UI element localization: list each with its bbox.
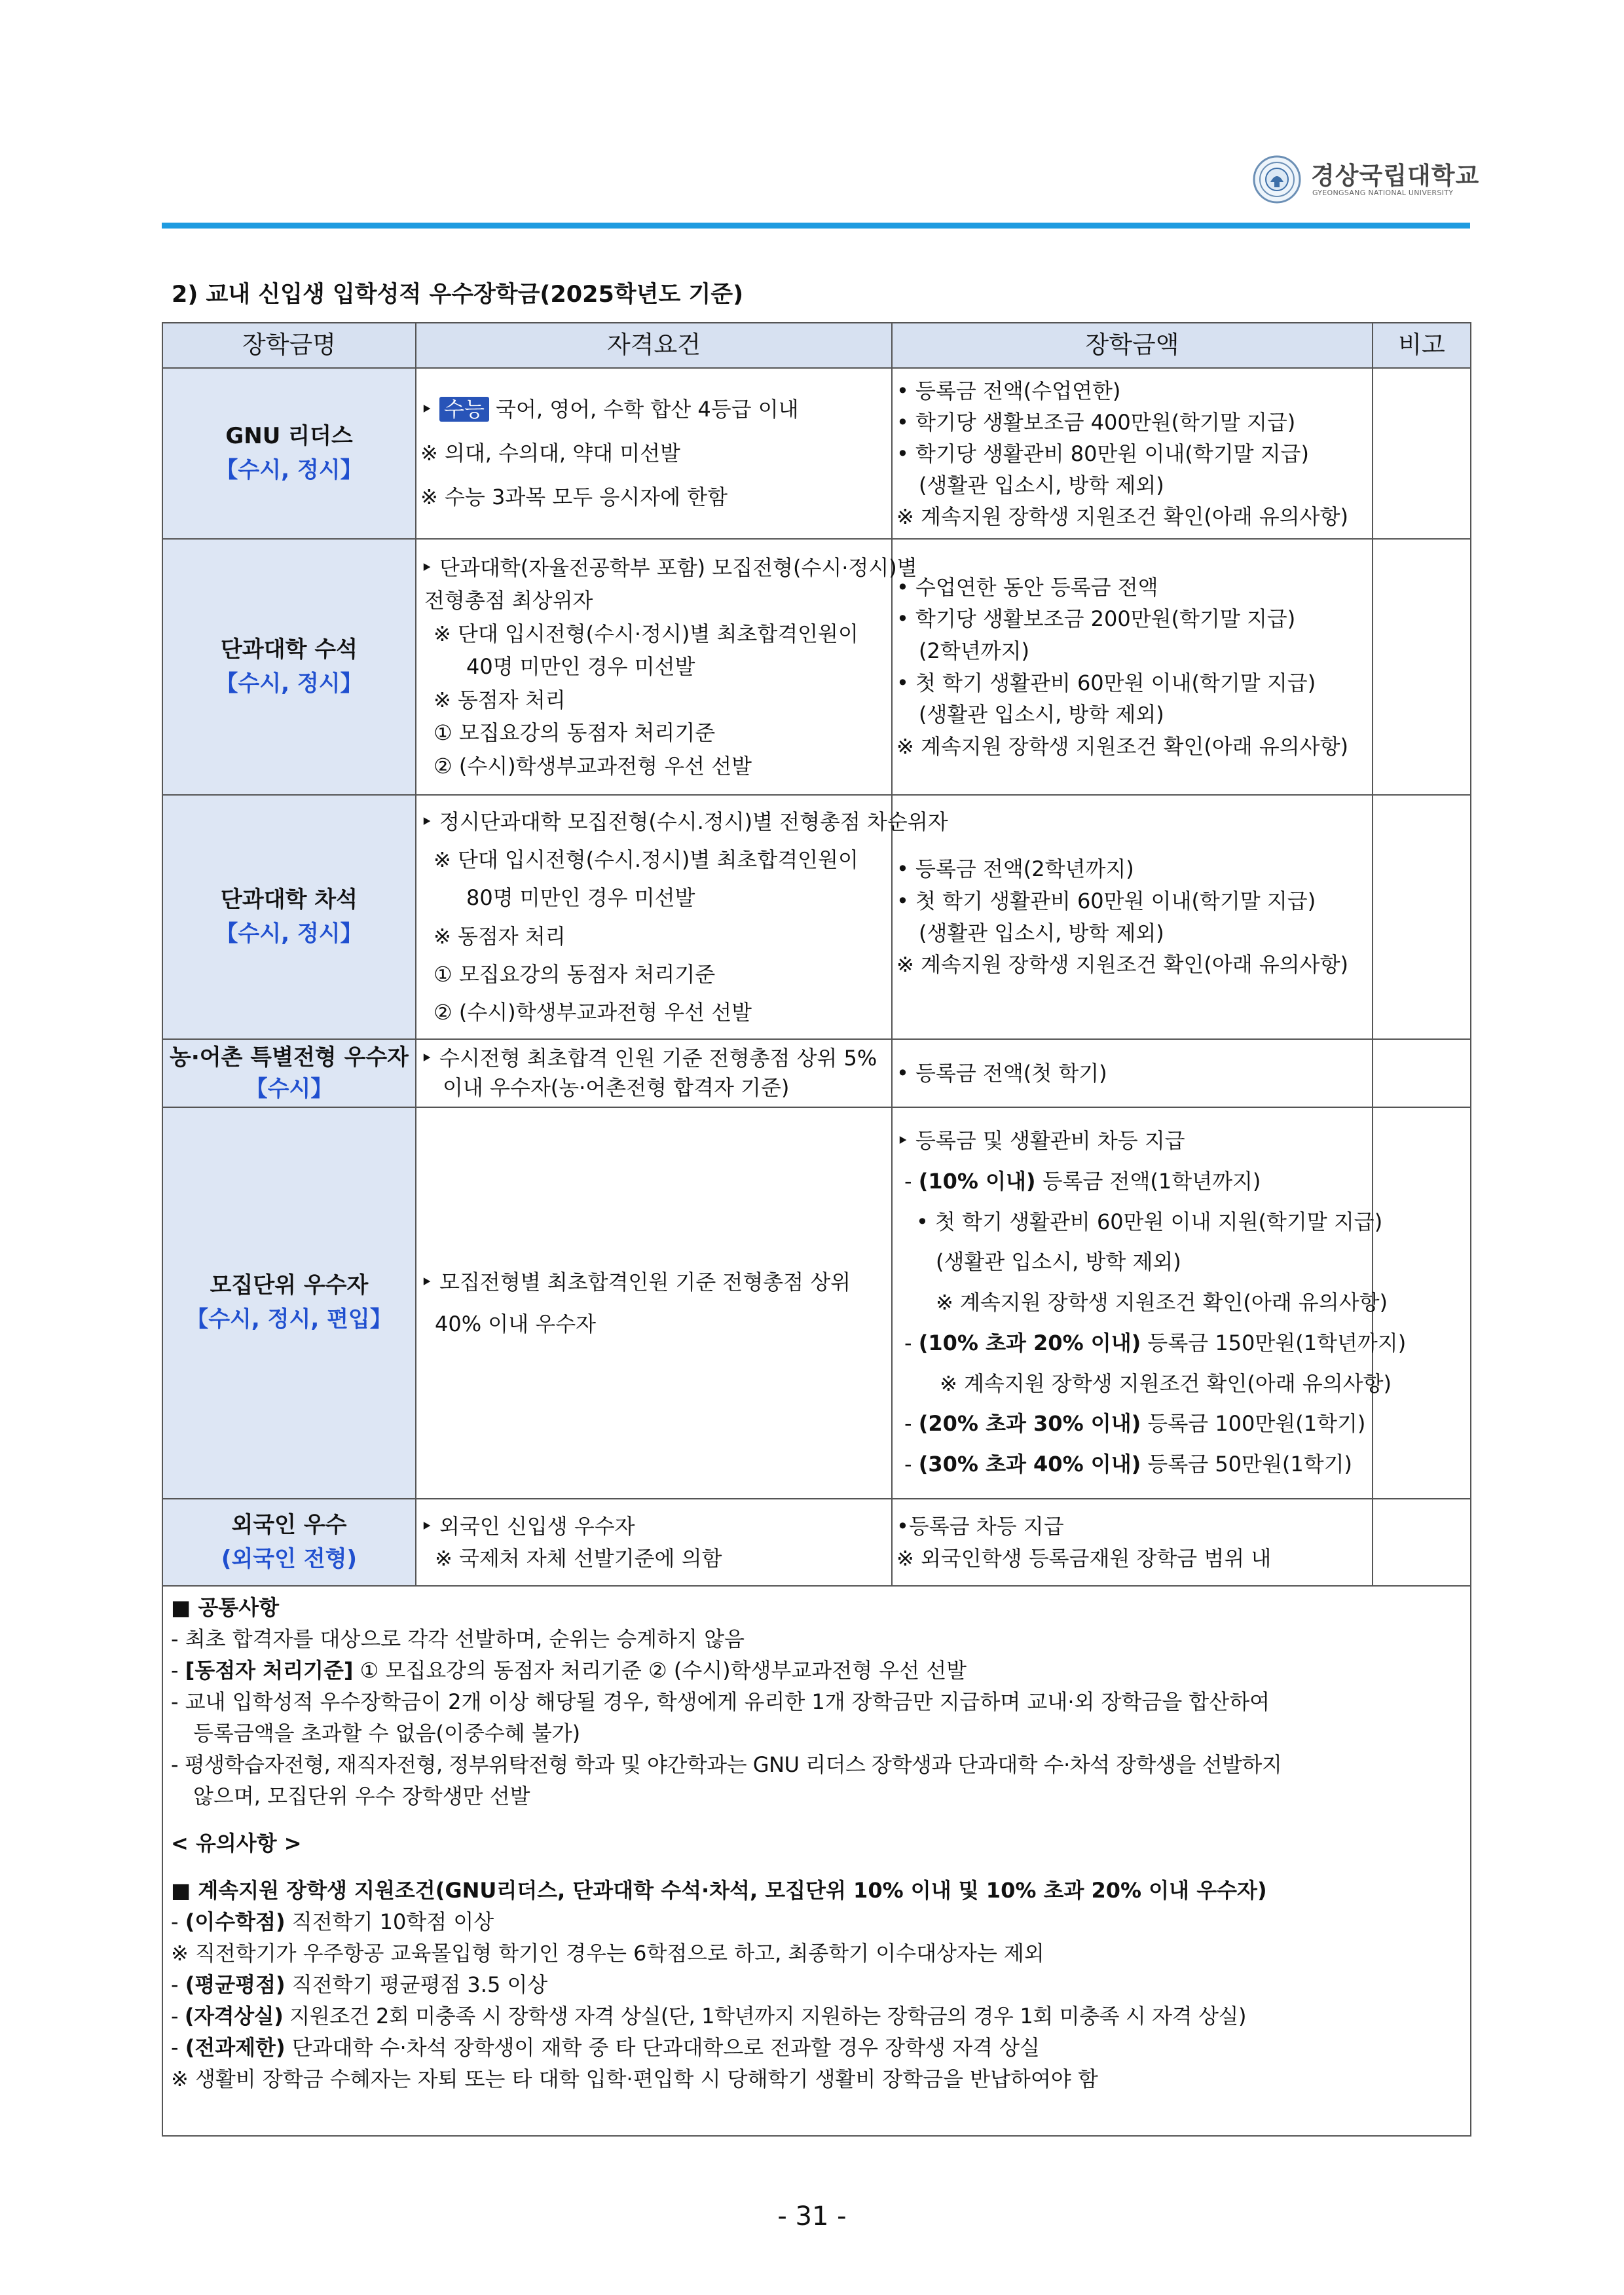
scholarship-name-cell bbox=[162, 539, 416, 795]
requirement-line: 전형총점 최상위자 bbox=[424, 588, 593, 614]
note-cell bbox=[1373, 368, 1471, 539]
notes-cell bbox=[162, 1586, 1471, 2136]
amount-tier: ※ 계속지원 장학생 지원조건 확인(아래 유의사항) bbox=[936, 1290, 1388, 1315]
amount-line: • 학기당 생활보조금 400만원(학기말 지급) bbox=[896, 409, 1296, 435]
requirement-line: 80명 미만인 경우 미선발 bbox=[466, 885, 695, 911]
requirements-cell bbox=[416, 368, 892, 539]
requirement-line: ※ 단대 입시전형(수시.정시)별 최초합격인원이 bbox=[434, 847, 858, 873]
amount-intro: ‣ 등록금 및 생활관비 차등 지급 bbox=[896, 1128, 1185, 1154]
note-cell bbox=[1373, 1499, 1471, 1586]
requirement-line: ‣ 모집전형별 최초합격인원 기준 전형총점 상위 bbox=[420, 1270, 851, 1294]
amount-line: • 첫 학기 생활관비 60만원 이내(학기말 지급) bbox=[896, 888, 1316, 913]
requirement-line: ※ 동점자 처리 bbox=[434, 923, 566, 949]
header-cell-note: 비고 bbox=[1373, 323, 1471, 368]
requirement-line: ※ 국제처 자체 선발기준에 의함 bbox=[435, 1545, 722, 1571]
amount-line: ※ 계속지원 장학생 지원조건 확인(아래 유의사항) bbox=[896, 952, 1348, 978]
scholarship-name: 외국인 우수 bbox=[231, 1511, 347, 1538]
table-row bbox=[162, 539, 1471, 795]
amount-line: • 첫 학기 생활관비 60만원 이내(학기말 지급) bbox=[896, 670, 1316, 695]
table-row bbox=[162, 1039, 1471, 1107]
requirement-line: ※ 수능 3과목 모두 응시자에 한함 bbox=[420, 485, 728, 510]
requirement-line: ‣ 단과대학(자율전공학부 포함) 모집전형(수시·정시)별 bbox=[420, 555, 917, 580]
requirement-line: ‣ 정시단과대학 모집전형(수시.정시)별 전형총점 차순위자 bbox=[420, 809, 948, 834]
amount-tier: - (10% 초과 20% 이내) 등록금 150만원(1학년까지) bbox=[904, 1330, 1407, 1355]
amount-line: • 학기당 생활관비 80만원 이내(학기말 지급) bbox=[896, 441, 1310, 466]
amount-cell bbox=[892, 1039, 1373, 1107]
scholarship-name: 농·어촌 특별전형 우수자 bbox=[169, 1044, 409, 1071]
requirement-line: ※ 동점자 처리 bbox=[434, 687, 566, 712]
admission-type: 【수시】 bbox=[245, 1076, 333, 1102]
requirement-line: ② (수시)학생부교과전형 우선 선발 bbox=[434, 999, 752, 1025]
continued-item: - (전과제한) 단과대학 수·차석 장학생이 재학 중 타 단과대학으로 전과할 경우 장학생 자격 상실 bbox=[171, 2035, 1040, 2060]
amount-line: (생활관 입소시, 방학 제외) bbox=[919, 472, 1164, 498]
scholarship-name-cell bbox=[162, 1107, 416, 1499]
table-row bbox=[162, 1499, 1471, 1586]
common-item: - [동점자 처리기준] ① 모집요강의 동점자 처리기준 ② (수시)학생부교과전형 우선 선발 bbox=[171, 1658, 967, 1683]
university-logo bbox=[1252, 152, 1481, 210]
table-row bbox=[162, 1107, 1471, 1499]
amount-line: • 등록금 전액(2학년까지) bbox=[896, 856, 1134, 882]
amount-line: • 수업연한 동안 등록금 전액 bbox=[896, 574, 1158, 600]
amount-cell bbox=[892, 1499, 1373, 1586]
amount-line: • 학기당 생활보조금 200만원(학기말 지급) bbox=[896, 606, 1296, 632]
scholarship-name: 단과대학 차석 bbox=[221, 886, 358, 913]
continued-item: ※ 직전학기가 우주항공 교육몰입형 학기인 경우는 6학점으로 하고, 최종학기 이수대상자는 제외 bbox=[171, 1941, 1044, 1966]
amount-line: ※ 계속지원 장학생 지원조건 확인(아래 유의사항) bbox=[896, 733, 1348, 759]
amount-line: • 등록금 전액(첫 학기) bbox=[896, 1060, 1107, 1086]
admission-type: 【수시, 정시】 bbox=[215, 920, 363, 947]
header-cell-requirements: 자격요건 bbox=[416, 323, 892, 368]
admission-type: 【수시, 정시】 bbox=[215, 456, 363, 483]
continued-item: - (이수학점) 직전학기 10학점 이상 bbox=[171, 1909, 494, 1934]
requirement-line: ※ 단대 입시전형(수시·정시)별 최초합격인원이 bbox=[434, 621, 858, 646]
table-header-row bbox=[162, 323, 1471, 368]
scholarship-name-cell bbox=[162, 1499, 416, 1586]
notes-row bbox=[162, 1586, 1471, 2136]
scholarship-name: GNU 리더스 bbox=[225, 422, 353, 449]
amount-cell bbox=[892, 1107, 1407, 1499]
scholarship-name: 모집단위 우수자 bbox=[210, 1272, 369, 1299]
requirement-line: ② (수시)학생부교과전형 우선 선발 bbox=[434, 753, 752, 779]
requirement-line: ① 모집요강의 동점자 처리기준 bbox=[434, 961, 716, 987]
amount-cell bbox=[892, 539, 1373, 795]
amount-line: ※ 외국인학생 등록금재원 장학금 범위 내 bbox=[896, 1545, 1272, 1571]
amount-cell bbox=[892, 368, 1373, 539]
requirement-line: 40명 미만인 경우 미선발 bbox=[466, 654, 695, 680]
scholarship-name: 단과대학 수석 bbox=[221, 636, 358, 663]
common-item: - 교내 입학성적 우수장학금이 2개 이상 해당될 경우, 학생에게 유리한 1개 장학금만 지급하며 교내·외 장학금을 합산하여 bbox=[171, 1689, 1270, 1714]
amount-line: •등록금 차등 지급 bbox=[896, 1513, 1064, 1539]
requirement-line: ‣ 외국인 신입생 우수자 bbox=[420, 1513, 635, 1539]
common-item: 등록금액을 초과할 수 없음(이중수혜 불가) bbox=[193, 1721, 581, 1746]
continued-support-title: ■ 계속지원 장학생 지원조건(GNU리더스, 단과대학 수석·차석, 모집단위 10% 이내 및 10% 초과 20% 이내 우수자) bbox=[171, 1878, 1267, 1903]
header-cell-name: 장학금명 bbox=[162, 323, 416, 368]
amount-line: ※ 계속지원 장학생 지원조건 확인(아래 유의사항) bbox=[896, 504, 1348, 529]
table-row bbox=[162, 368, 1471, 539]
admission-type: 【수시, 정시】 bbox=[215, 670, 363, 697]
university-name-ko: 경상국립대학교 bbox=[1311, 162, 1480, 190]
suneung-tag: 수능 bbox=[439, 397, 489, 422]
requirements-cell bbox=[416, 1499, 892, 1586]
table-row bbox=[162, 795, 1471, 1039]
note-cell bbox=[1373, 1039, 1471, 1107]
admission-type: (외국인 전형) bbox=[221, 1545, 358, 1572]
caution-title: < 유의사항 > bbox=[171, 1831, 302, 1856]
section-title: 2) 교내 신입생 입학성적 우수장학금(2025학년도 기준) bbox=[172, 282, 744, 308]
university-seal-icon bbox=[1252, 155, 1302, 204]
requirement-line: ※ 의대, 수의대, 약대 미선발 bbox=[420, 440, 680, 466]
requirements-cell bbox=[416, 1039, 892, 1107]
amount-tier: - (30% 초과 40% 이내) 등록금 50만원(1학기) bbox=[904, 1452, 1353, 1477]
admission-type: 【수시, 정시, 편입】 bbox=[186, 1306, 392, 1332]
requirement-line: 이내 우수자(농·어촌전형 합격자 기준) bbox=[443, 1075, 790, 1100]
amount-line: • 등록금 전액(수업연한) bbox=[896, 378, 1121, 403]
amount-line: (2학년까지) bbox=[919, 638, 1029, 663]
amount-tier: ※ 계속지원 장학생 지원조건 확인(아래 유의사항) bbox=[940, 1370, 1392, 1396]
continued-item: - (자격상실) 지원조건 2회 미충족 시 장학생 자격 상실(단, 1학년까지 지원하는 장학금의 경우 1회 미충족 시 자격 상실) bbox=[171, 2004, 1247, 2029]
scholarship-name-cell bbox=[162, 795, 416, 1039]
scholarship-table bbox=[162, 322, 1471, 2137]
amount-line: (생활관 입소시, 방학 제외) bbox=[919, 920, 1164, 946]
header-rule bbox=[162, 223, 1470, 229]
continued-item: - (평균평점) 직전학기 평균평점 3.5 이상 bbox=[171, 1972, 548, 1997]
requirement-line: ‣ 수시전형 최초합격 인원 기준 전형총점 상위 5% bbox=[420, 1045, 877, 1071]
requirements-cell bbox=[416, 1107, 892, 1499]
scholarship-name-cell bbox=[162, 368, 416, 539]
note-cell bbox=[1373, 539, 1471, 795]
requirements-cell bbox=[416, 795, 948, 1039]
common-item: - 최초 합격자를 대상으로 각각 선발하며, 순위는 승계하지 않음 bbox=[171, 1626, 745, 1651]
university-name-en: GYEONGSANG NATIONAL UNIVERSITY bbox=[1312, 189, 1454, 197]
amount-tier: (생활관 입소시, 방학 제외) bbox=[936, 1249, 1181, 1275]
common-title: ■ 공통사항 bbox=[171, 1595, 280, 1620]
amount-tier: - (20% 초과 30% 이내) 등록금 100만원(1학기) bbox=[904, 1411, 1366, 1437]
note-cell bbox=[1373, 795, 1471, 1039]
page-number: - 31 - bbox=[777, 2201, 847, 2231]
common-item: - 평생학습자전형, 재직자전형, 정부위탁전형 학과 및 야간학과는 GNU 리더스 장학생과 단과대학 수·차석 장학생을 선발하지 bbox=[171, 1752, 1282, 1777]
header-cell-amount: 장학금액 bbox=[892, 323, 1373, 368]
amount-line: (생활관 입소시, 방학 제외) bbox=[919, 702, 1164, 727]
common-item: 않으며, 모집단위 우수 장학생만 선발 bbox=[193, 1784, 530, 1808]
continued-item: ※ 생활비 장학금 수혜자는 자퇴 또는 타 대학 입학·편입학 시 당해학기 생활비 장학금을 반납하여야 함 bbox=[171, 2066, 1098, 2091]
requirement-line: ‣ 수능 국어, 영어, 수학 합산 4등급 이내 bbox=[420, 396, 799, 422]
requirement-line: 40% 이내 우수자 bbox=[435, 1312, 597, 1336]
requirement-line: ① 모집요강의 동점자 처리기준 bbox=[434, 720, 716, 746]
amount-tier: • 첫 학기 생활관비 60만원 이내 지원(학기말 지급) bbox=[916, 1209, 1383, 1234]
amount-tier: - (10% 이내) 등록금 전액(1학년까지) bbox=[904, 1168, 1261, 1194]
amount-cell bbox=[892, 795, 1373, 1039]
scholarship-name-cell bbox=[162, 1039, 416, 1107]
page-header bbox=[0, 0, 1624, 236]
requirements-cell bbox=[416, 539, 917, 795]
